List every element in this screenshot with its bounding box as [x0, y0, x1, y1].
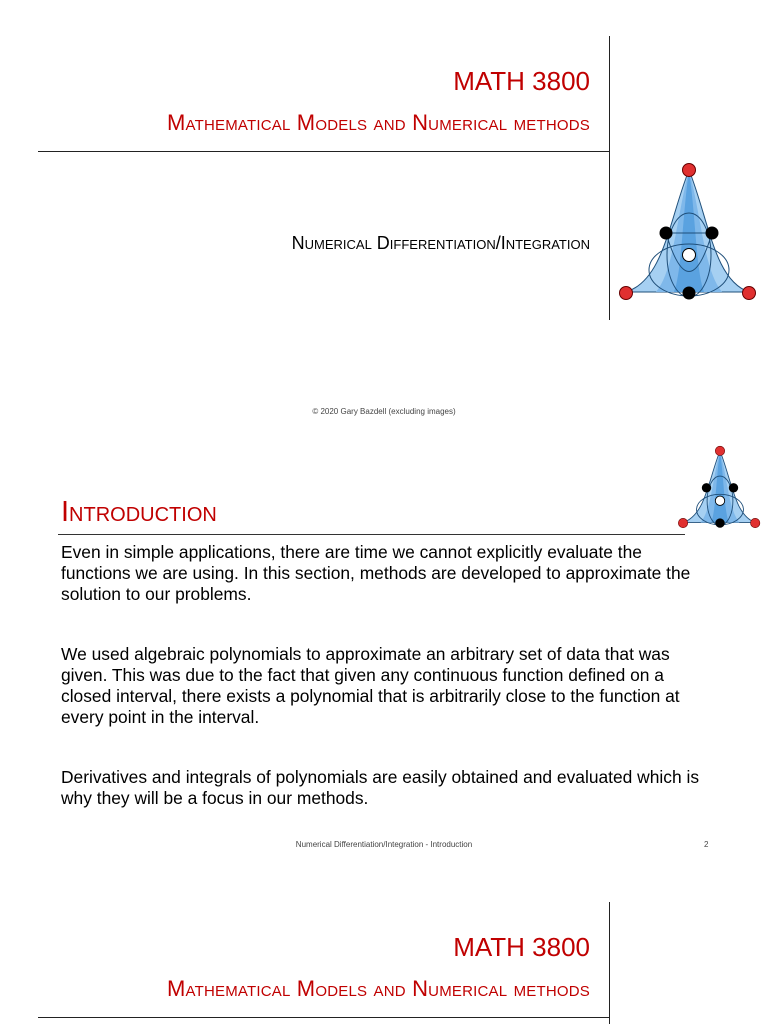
- course-subtitle: Mathematical Models and Numerical methods: [166, 976, 590, 1001]
- vertical-divider: [609, 36, 610, 320]
- course-code: MATH 3800: [453, 66, 590, 96]
- horizontal-divider: [38, 1017, 610, 1018]
- title-slide: [0, 860, 768, 1024]
- paragraph: Derivatives and integrals of polynomials are easily obtained and evaluated which is why they will be a focus in our methods.: [61, 767, 700, 808]
- title-slide: [0, 0, 768, 430]
- slide-footer: Numerical Differentiation/Integration - Introduction: [295, 840, 473, 849]
- topic-title: Numerical Differentiation/Integration: [291, 233, 590, 253]
- bezier-triangle-icon: [676, 442, 764, 536]
- course-subtitle: Mathematical Models and Numerical methods: [166, 110, 590, 135]
- title-underline: [58, 534, 685, 535]
- paragraph: Even in simple applications, there are time we cannot explicitly evaluate the functions we are using. In this section, methods are developed to approximate the solution to our problems.: [61, 542, 691, 604]
- page-number: 2: [704, 840, 709, 849]
- slide-title: Introduction: [61, 496, 217, 528]
- horizontal-divider: [38, 151, 610, 152]
- intro-slide: [0, 430, 768, 860]
- copyright-note: © 2020 Gary Bazdell (excluding images): [312, 407, 456, 416]
- course-code: MATH 3800: [453, 932, 590, 962]
- paragraph: We used algebraic polynomials to approximate an arbitrary set of data that was given. This was due to the fact that given any continuous function defined on a closed interval, there exists a polynomial that is arbitrarily close to the function at every point in the interval.: [61, 644, 680, 727]
- bezier-triangle-icon: [614, 160, 764, 310]
- vertical-divider: [609, 902, 610, 1024]
